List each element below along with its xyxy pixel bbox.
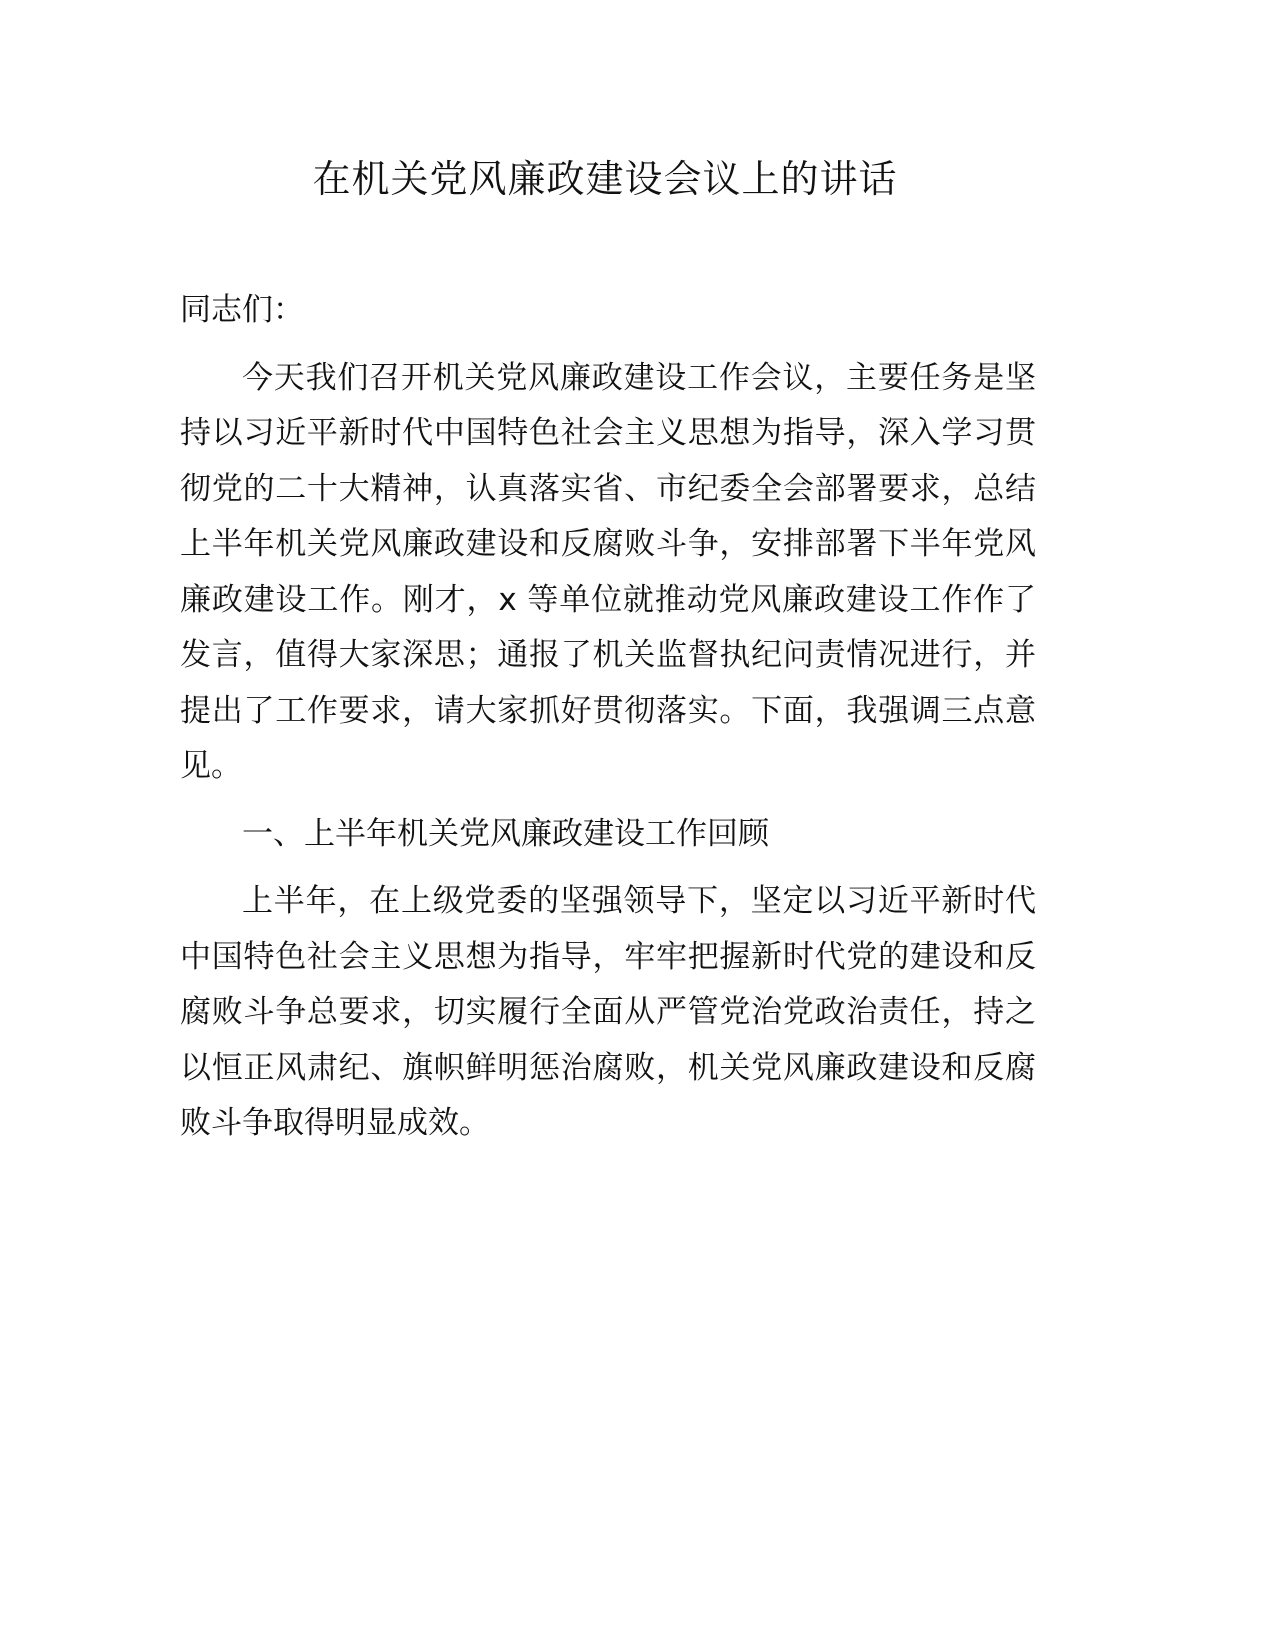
paragraph	[180, 879, 1036, 1157]
text-line: 以恒正风肃纪、旗帜鲜明惩治腐败，机关党风廉政建设和反腐	[180, 1049, 1036, 1086]
text-line: 中国特色社会主义思想为指导，牢牢把握新时代党的建设和反	[180, 938, 1036, 975]
text-line: 发言，值得大家深思；通报了机关监督执纪问责情况进行，并	[180, 637, 1036, 673]
text-line: 上半年，在上级党委的坚强领导下，坚定以习近平新时代	[242, 883, 1036, 919]
document-body	[180, 288, 1036, 1169]
section-heading	[180, 812, 1036, 868]
text-line: 提出了工作要求，请大家抓好贯彻落实。下面，我强调三点意	[180, 692, 1036, 729]
text-line: 一、上半年机关党风廉政建设工作回顾	[242, 815, 769, 852]
text-line: 败斗争取得明显成效。	[180, 1105, 490, 1141]
text-line: 腐败斗争总要求，切实履行全面从严管党治党政治责任，持之	[180, 994, 1036, 1030]
document-title: 在机关党风廉政建设会议上的讲话	[312, 157, 898, 201]
text-line: 廉政建设工作。刚才，x 等单位就推动党风廉政建设工作作了	[180, 581, 1036, 618]
paragraph	[180, 356, 1036, 800]
text-line: 今天我们召开机关党风廉政建设工作会议，主要任务是坚	[242, 359, 1036, 396]
text-line: 持以习近平新时代中国特色社会主义思想为指导，深入学习贯	[180, 415, 1036, 451]
salutation-text: 同志们：	[180, 292, 304, 328]
text-line: 上半年机关党风廉政建设和反腐败斗争，安排部署下半年党风	[180, 526, 1036, 562]
paragraphs	[180, 356, 1036, 1157]
text-line: 见。	[180, 748, 242, 784]
text-line: 彻党的二十大精神，认真落实省、市纪委全会部署要求，总结	[180, 470, 1036, 507]
salutation	[180, 288, 1036, 344]
